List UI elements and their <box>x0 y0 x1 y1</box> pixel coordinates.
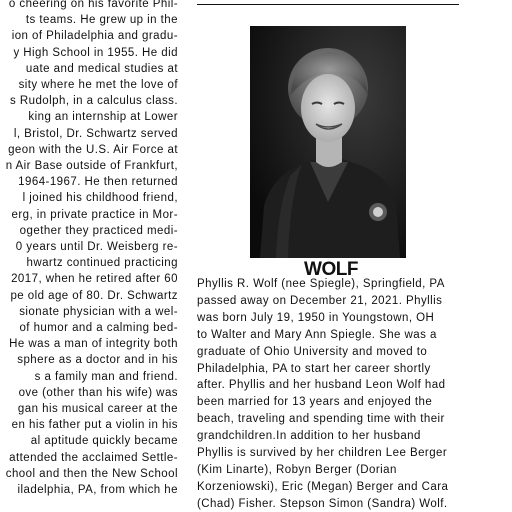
previous-obituary-line: king an internship at Lower <box>28 111 178 124</box>
previous-obituary-line: 0 years until Dr. Weisberg re- <box>15 241 178 253</box>
previous-obituary-line: l joined his childhood friend, <box>22 192 178 205</box>
obituary-text-line: to Walter and Mary Ann Spiegle. She was a <box>197 328 437 341</box>
previous-obituary-line: l, Bristol, Dr. Schwartz served <box>13 127 178 140</box>
previous-obituary-line: s Rudolph, in a calculus class. <box>10 95 178 108</box>
previous-obituary-line: hwartz continued practicing <box>26 257 178 270</box>
previous-obituary-line: geon with the U.S. Air Force at <box>8 143 178 156</box>
previous-obituary-line: ogether they practiced medi- <box>19 224 178 237</box>
previous-obituary-line: gan his musical career at the <box>17 403 178 415</box>
previous-obituary-line: 1964-1967. He then returned <box>18 176 178 189</box>
previous-obituary-line: chool and then the New School <box>5 467 178 480</box>
previous-obituary-line: ts teams. He grew up in the <box>25 14 178 27</box>
previous-obituary-line: ion of Philadelphia and gradu- <box>11 30 178 43</box>
obituary-text-line: after. Phyllis and her husband Leon Wolf had <box>197 379 446 392</box>
previous-obituary-column <box>0 0 184 512</box>
previous-obituary-line: 2017, when he retired after 60 <box>11 273 178 286</box>
obituary-text-line: Phyllis R. Wolf (nee Spiegle), Springfield, PA <box>197 278 445 290</box>
previous-obituary-line: n Air Base outside of Frankfurt, <box>5 160 178 172</box>
previous-obituary-line: uate and medical studies at <box>25 62 178 75</box>
obituary-text-line: was born July 19, 1950 in Youngstown, OH <box>197 311 435 324</box>
obituary-text-line: Philadelphia, PA to start her career shortly <box>197 362 431 375</box>
obituary-heading: WOLF <box>304 259 358 280</box>
previous-obituary-line: sionate physician with a wel- <box>19 305 178 318</box>
obituary-portrait-photo <box>250 26 406 258</box>
previous-obituary-line: erg, in private practice in Mor- <box>11 208 178 221</box>
previous-obituary-line: pe old age of 80. Dr. Schwartz <box>10 289 178 302</box>
previous-obituary-line: attended the acclaimed Settle- <box>9 451 178 464</box>
previous-obituary-line: y High School in 1955. He did <box>13 46 178 59</box>
previous-obituary-line: iladelphia, PA, from which he <box>17 484 178 496</box>
obituary-text-line: been married for 13 years and enjoyed the <box>197 396 433 409</box>
previous-obituary-line: of humor and a calming bed- <box>19 322 178 334</box>
previous-obituary-line: en his father put a violin in his <box>11 419 178 432</box>
obituary-text-line: (Chad) Fisher. Stepson Simon (Sandra) Wolf. <box>197 497 448 510</box>
previous-obituary-line: ove (other than his wife) was <box>18 386 178 399</box>
previous-obituary-line: sity where he met the love of <box>18 79 178 91</box>
previous-obituary-line: al aptitude quickly became <box>30 435 178 448</box>
obituary-text-line: graduate of Ohio University and moved to <box>197 345 428 358</box>
column-top-rule <box>197 4 459 5</box>
obituary-text-line: passed away on December 21, 2021. Phyllis <box>197 294 443 307</box>
obituary-text-line: Korzeniowski), Eric (Megan) Berger and Cara <box>197 480 449 493</box>
obituary-text-line: beach, traveling and spending time with their <box>197 413 445 426</box>
obituary-text-line: grandchildren.In addition to her husband <box>197 430 421 443</box>
portrait-illustration <box>250 26 406 258</box>
previous-obituary-line: o cheering on his favorite Phil- <box>8 0 178 10</box>
previous-obituary-line: He was a man of integrity both <box>9 338 178 351</box>
obituary-text-line: Phyllis is survived by her children Lee Berger <box>197 447 448 459</box>
previous-obituary-line: s a family man and friend. <box>34 370 178 383</box>
previous-obituary-line: sphere as a doctor and in his <box>17 354 178 367</box>
obituary-text-line: (Kim Linarte), Robyn Berger (Dorian <box>197 463 397 476</box>
